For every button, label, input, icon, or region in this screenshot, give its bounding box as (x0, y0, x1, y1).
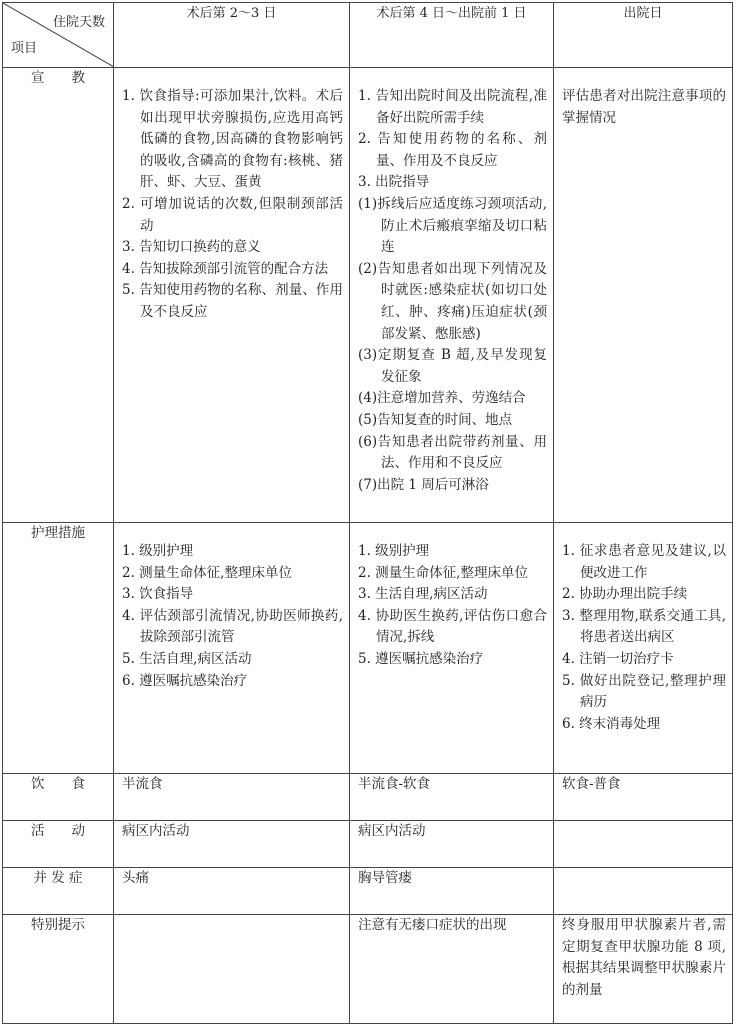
complication-col3-cell (554, 868, 733, 915)
education-col1-cell (114, 68, 350, 523)
complication-col1-cell (114, 868, 350, 915)
activity-col3-cell (554, 821, 733, 868)
care-col2-item: 3. 生活自理,病区活动 (358, 586, 488, 603)
education-row (3, 68, 733, 523)
complication-row (3, 868, 733, 915)
education-col2-subitem: (2)告知患者如出现下列情况及时就医:感染症状(如切口处红、肿、疼痛)压迫症状(颈部发紧、憋胀感) (358, 260, 547, 342)
education-col1-item: 5. 告知使用药物的名称、剂量、作用及不良反应 (122, 282, 343, 320)
activity-col2-text: 病区内活动 (358, 823, 426, 839)
corner-label-days: 住院天数 (52, 15, 105, 30)
care-col3-item: 4. 注销一切治疗卡 (562, 650, 674, 667)
education-col2-subitem: (7)出院 1 周后可淋浴 (358, 476, 489, 493)
care-col3-item: 6. 终末消毒处理 (562, 715, 661, 732)
activity-col1-cell (114, 821, 350, 868)
care-col2-item: 4. 协助医生换药,评估伤口愈合情况,拆线 (358, 607, 547, 646)
care-row (3, 523, 733, 774)
row-label-diet: 饮 食 (3, 774, 114, 821)
care-col3-cell (554, 523, 733, 774)
care-col3-item: 3. 整理用物,联系交通工具,将患者送出病区 (562, 607, 726, 646)
row-label-education: 宣 教 (3, 68, 114, 523)
care-col1-item: 6. 遵医嘱抗感染治疗 (122, 672, 248, 689)
care-col1-cell (114, 523, 350, 774)
activity-row (3, 821, 733, 868)
education-col2-subitem: (1)拆线后应适度练习颈项活动,防止术后瘢痕挛缩及切口粘连 (358, 195, 547, 256)
column-header-postop-day4-predischarge: 术后第 4 日～出院前 1 日 (350, 3, 554, 68)
row-label-nursing-measures: 护理措施 (3, 523, 114, 774)
corner-header-cell (3, 3, 114, 68)
education-col2-cell (350, 68, 554, 523)
row-label-complication: 并 发 症 (3, 868, 114, 915)
header-row (3, 3, 733, 68)
column-header-discharge-day: 出院日 (554, 3, 733, 68)
care-col3-item: 5. 做好出院登记,整理护理病历 (562, 672, 726, 711)
care-col1-item: 5. 生活自理,病区活动 (122, 650, 252, 667)
care-col3-item: 1. 征求患者意见及建议,以便改进工作 (562, 543, 726, 581)
care-col1-item: 3. 饮食指导 (122, 586, 194, 603)
special-col3-text: 终身服用甲状腺素片者,需定期复查甲状腺功能 8 项,根据其结果调整甲状腺素片的剂量 (562, 917, 726, 998)
education-col2-subitem: (3)定期复查 B 超,及早发现复发征象 (358, 347, 547, 385)
education-col1-item: 4. 告知拔除颈部引流管的配合方法 (122, 260, 329, 277)
education-col3-cell (554, 68, 733, 523)
special-col1-cell (114, 915, 350, 1024)
education-col2-item: 1. 告知出院时间及出院流程,准备好出院所需手续 (358, 88, 547, 126)
column-header-postop-day2-3: 术后第 2～3 日 (114, 3, 350, 68)
care-col1-item: 1. 级别护理 (122, 543, 194, 559)
care-col1-item: 2. 测量生命体征,整理床单位 (122, 564, 292, 581)
clinical-pathway-table (2, 2, 733, 1024)
diet-col3-text: 软食-普食 (562, 776, 621, 792)
special-col2-cell (350, 915, 554, 1024)
row-label-activity: 活 动 (3, 821, 114, 868)
education-col2-subitem: (5)告知复查的时间、地点 (358, 411, 513, 428)
diet-col3-cell (554, 774, 733, 821)
diet-row (3, 774, 733, 821)
care-col1-item: 4. 评估颈部引流情况,协助医师换药,拔除颈部引流管 (122, 607, 343, 646)
activity-col1-text: 病区内活动 (122, 823, 190, 839)
diet-col1-text: 半流食 (122, 776, 163, 792)
education-col1-item: 3. 告知切口换药的意义 (122, 239, 261, 256)
activity-col2-cell (350, 821, 554, 868)
complication-col2-cell (350, 868, 554, 915)
care-col3-item: 2. 协助办理出院手续 (562, 586, 688, 603)
education-col1-item: 1. 饮食指导:可添加果汁,饮料。术后如出现甲状旁腺损伤,应选用高钙低磷的食物,因高磷的食物影响钙的吸收,含磷高的食物有:核桃、猪肝、虾、大豆、蛋黄 (122, 88, 343, 191)
diet-col2-cell (350, 774, 554, 821)
complication-col1-text: 头痛 (122, 870, 149, 886)
education-col3-text: 评估患者对出院注意事项的掌握情况 (562, 88, 726, 126)
education-col2-subitem: (4)注意增加营养、劳逸结合 (358, 390, 526, 407)
diet-col1-cell (114, 774, 350, 821)
education-col1-item: 2. 可增加说话的次数,但限制颈部活动 (122, 195, 343, 234)
care-col2-item: 5. 遵医嘱抗感染治疗 (358, 650, 484, 667)
special-col3-cell (554, 915, 733, 1024)
row-label-special-note: 特别提示 (3, 915, 114, 1024)
complication-col2-text: 胸导管瘘 (358, 870, 412, 886)
education-col2-item: 3. 出院指导 (358, 174, 430, 191)
care-col2-cell (350, 523, 554, 774)
education-col2-subitem: (6)告知患者出院带药剂量、用法、作用和不良反应 (358, 433, 547, 472)
corner-label-items: 项目 (11, 41, 38, 57)
special-col2-text: 注意有无瘘口症状的出现 (358, 917, 507, 933)
care-col2-item: 2. 测量生命体征,整理床单位 (358, 564, 528, 581)
special-note-row (3, 915, 733, 1024)
education-col2-item: 2. 告知使用药物的名称、剂量、作用及不良反应 (358, 131, 547, 169)
care-col2-item: 1. 级别护理 (358, 543, 430, 559)
diet-col2-text: 半流食-软食 (358, 776, 431, 792)
